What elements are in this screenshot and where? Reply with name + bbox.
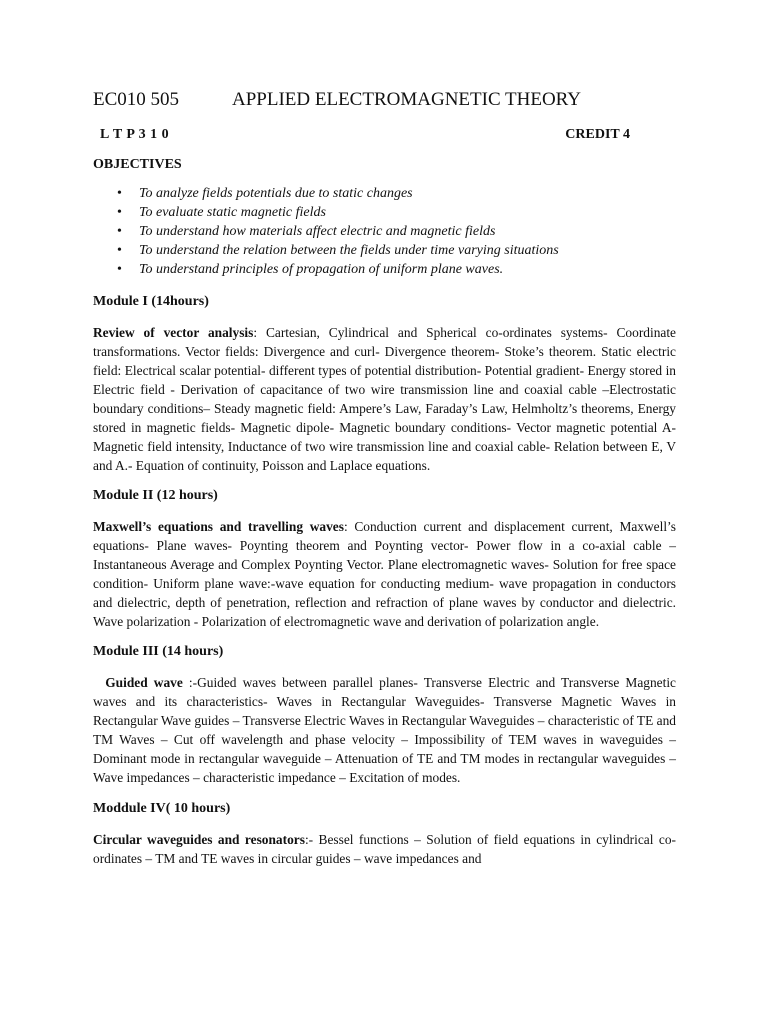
objective-text: To understand the relation between the fields under time varying situations	[139, 243, 559, 258]
bullet-icon: •	[117, 262, 122, 277]
bullet-icon: •	[117, 186, 122, 201]
bullet-icon: •	[117, 243, 122, 258]
module-2-text: : Conduction current and displacement current, Maxwell’s equations- Plane waves- Poynting theorem and Poynting vector- Power flow in a co-axial cable – Instantaneous Average and Complex Poynting Vector. Plane electromagnetic waves- Solution for free space condition- Uniform plane wave:-wave equation for conducting medium- wave propagation in conductors and dielectric, depth of penetration, reflection and refraction of plane waves by conductor and dielectric. Wave polarization - Polarization of electromagnetic wave and derivation of polarization angle.	[93, 519, 676, 629]
objective-text: To evaluate static magnetic fields	[139, 205, 326, 220]
module-2-heading: Module II (12 hours)	[93, 488, 218, 503]
module-4-lead: Circular waveguides and resonators	[93, 832, 305, 847]
module-2-body	[93, 517, 676, 631]
module-2-lead: Maxwell’s equations and travelling waves	[93, 519, 344, 534]
module-1-heading: Module I (14hours)	[93, 294, 209, 309]
module-4-body	[93, 830, 676, 868]
bullet-icon: •	[117, 205, 122, 220]
module-3-text: :-Guided waves between parallel planes- Transverse Electric and Transverse Magnetic waves and its characteristics- Waves in Rectangular Waveguides- Transverse Magnetic Waves in Rectangular Wave guides – Transverse Electric Waves in Rectangular Waveguides – characteristic of TE and TM Waves – Cut off wavelength and phase velocity – Impossibility of TEM waves in waveguides – Dominant mode in rectangular waveguide – Attenuation of TE and TM modes in rectangular waveguides – Wave impedances – characteristic impedance – Excitation of modes.	[93, 675, 676, 785]
ltp-credit-row	[93, 126, 676, 144]
module-1-body	[93, 323, 676, 475]
module-4-text: :- Bessel functions – Solution of field equations in cylindrical co-ordinates – TM and TE waves in circular guides – wave impedances and	[93, 832, 676, 866]
module-1-text: : Cartesian, Cylindrical and Spherical co-ordinates systems- Coordinate transformations. Vector fields: Divergence and curl- Divergence theorem- Stoke’s theorem. Static electric field: Electrical scalar potential- different types of potential distribution- Potential gradient- Energy stored in Electric field - Derivation of capacitance of two wire transmission line and coaxial cable –Electrostatic boundary conditions– Steady magnetic field: Ampere’s Law, Faraday’s Law, Helmholtz’s theorems, Energy stored in magnetic fields- Magnetic dipole- Magnetic boundary conditions- Vector magnetic potential A- Magnetic field intensity, Inductance of two wire transmission line and coaxial cable- Relation between E, V and A.- Equation of continuity, Poisson and Laplace equations.	[93, 325, 676, 473]
objective-item	[117, 260, 676, 279]
objectives-heading: OBJECTIVES	[93, 157, 182, 172]
ltp-label: L T P 3 1 0	[100, 127, 170, 142]
bullet-icon: •	[117, 224, 122, 239]
course-title: APPLIED ELECTROMAGNETIC THEORY	[232, 89, 582, 110]
module-4-heading: Moddule IV( 10 hours)	[93, 801, 231, 816]
objective-text: To understand principles of propagation of uniform plane waves.	[139, 262, 504, 277]
module-3-lead: Guided wave	[105, 675, 183, 690]
course-code: EC010 505	[93, 89, 180, 110]
module-3-body	[93, 673, 676, 787]
objective-text: To understand how materials affect electric and magnetic fields	[139, 224, 496, 239]
objective-item	[117, 184, 676, 203]
document-page	[93, 88, 676, 880]
course-title-row	[93, 88, 676, 112]
objective-item	[117, 203, 676, 222]
objectives-list	[93, 184, 676, 279]
objective-item	[117, 222, 676, 241]
module-3-heading: Module III (14 hours)	[93, 644, 224, 659]
module-1-lead: Review of vector analysis	[93, 325, 254, 340]
objective-text: To analyze fields potentials due to static changes	[139, 186, 413, 201]
credit-label: CREDIT 4	[565, 127, 630, 142]
objective-item	[117, 241, 676, 260]
